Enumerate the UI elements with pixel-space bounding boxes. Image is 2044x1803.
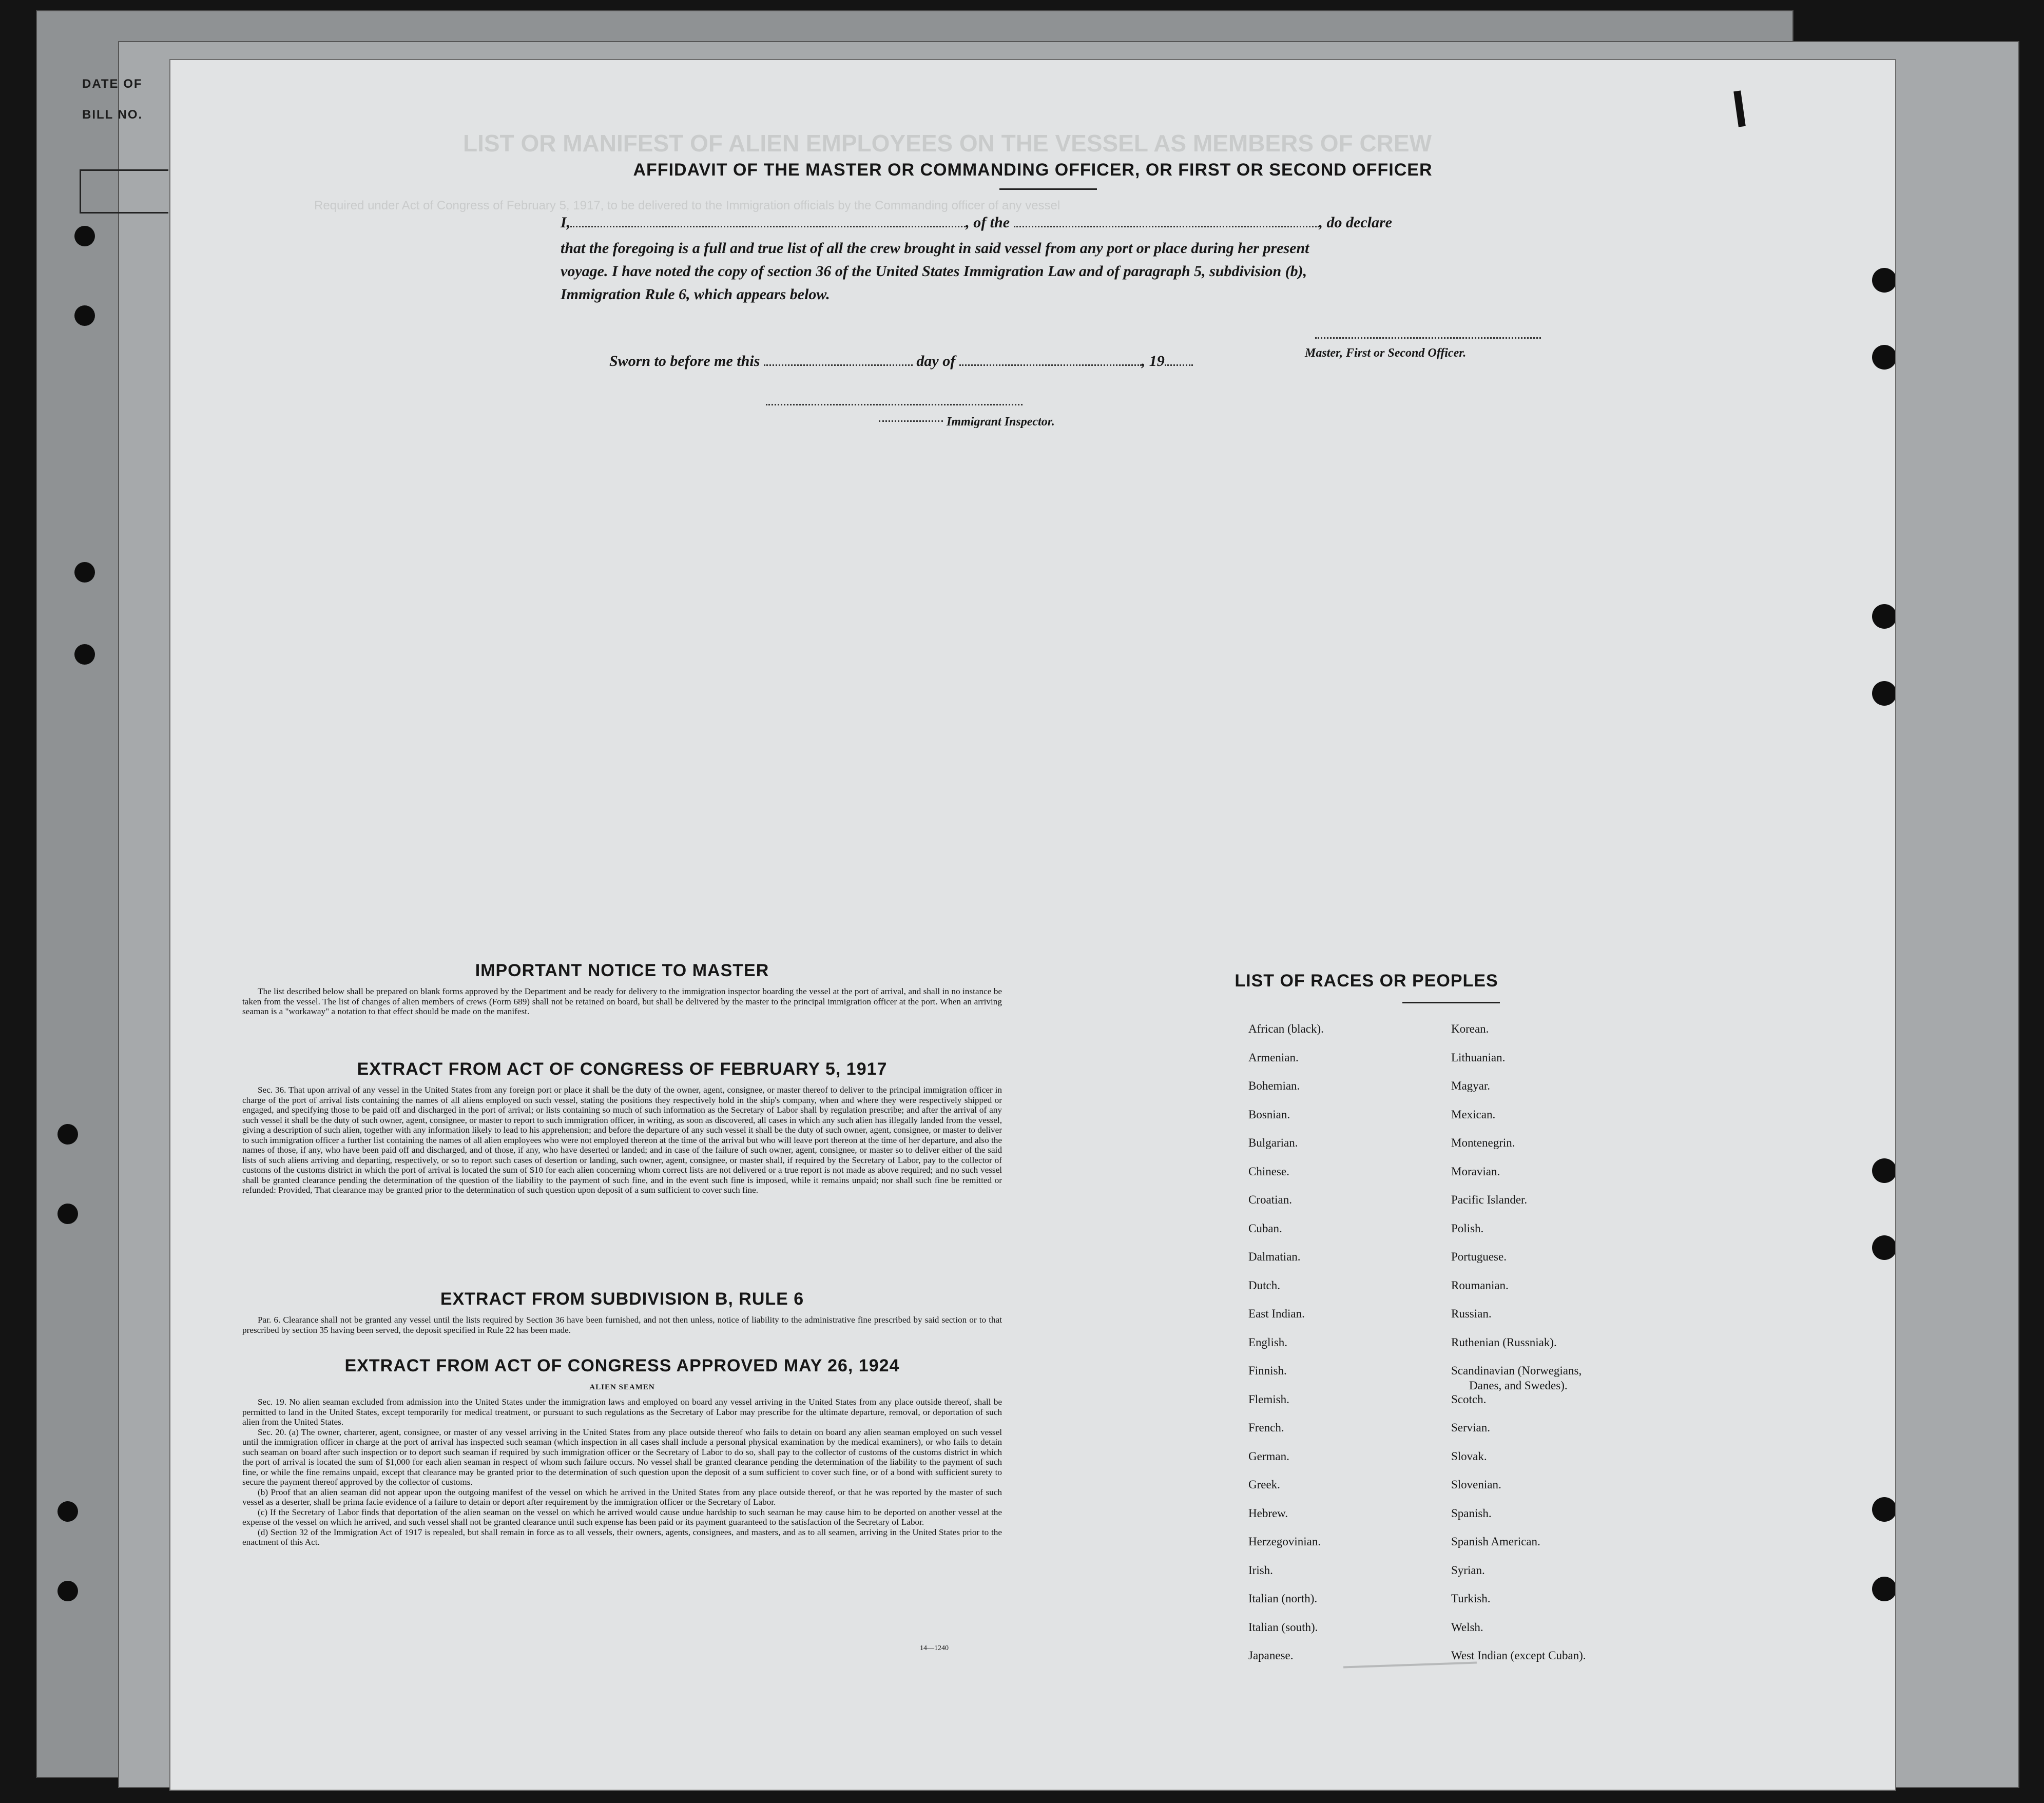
sworn-line <box>609 353 1193 370</box>
punch-hole <box>1872 681 1896 706</box>
notice-text <box>242 986 1002 1017</box>
year-blank[interactable] <box>1165 364 1193 366</box>
race-item: Herzegovinian. <box>1248 1535 1321 1548</box>
sec-20b-paragraph: (b) Proof that an alien seaman did not appear upon the outgoing manifest of the vessel on which he arrived in the United States from any place outside thereof, or that he was reported by the master of such vessel as a deserter, shall be prima facie evidence of a failure to detain or deport after requirement by the immigration officer or the Secretary of Labor. <box>242 1487 1002 1507</box>
race-item: Scotch. <box>1451 1392 1487 1406</box>
master-signature-line[interactable] <box>1315 337 1541 339</box>
races-title: LIST OF RACES OR PEOPLES <box>1235 971 1498 991</box>
race-item: French. <box>1248 1421 1284 1434</box>
affidavit-line-2: that the foregoing is a full and true list of all the crew brought in said vessel from any port or place during her present <box>561 240 1309 257</box>
race-item: Italian (north). <box>1248 1592 1318 1605</box>
race-item: Polish. <box>1451 1222 1484 1235</box>
races-column-1 <box>1248 1015 1324 1670</box>
race-item: Pacific Islander. <box>1451 1193 1528 1206</box>
punch-hole <box>57 1204 78 1224</box>
bleed-through-title: LIST OR MANIFEST OF ALIEN EMPLOYEES ON THE VESSEL AS MEMBERS OF CREW <box>463 130 1432 157</box>
margin-label-date: DATE OF <box>82 77 143 91</box>
month-blank[interactable] <box>959 364 1142 366</box>
sworn-mid: day of <box>916 353 956 370</box>
race-item: East Indian. <box>1248 1307 1305 1320</box>
margin-bracket <box>80 169 168 214</box>
sworn-start: Sworn to before me this <box>609 353 760 370</box>
punch-hole <box>1872 1497 1896 1522</box>
affidavit-line-1-start: I, <box>561 214 571 231</box>
section-36-paragraph: Sec. 36. That upon arrival of any vessel in the United States from any foreign port or place it shall be the duty of the owner, agent, consignee, or master thereof to deliver to the principal immigration officer in charge of the port of arrival lists containing the names of all aliens employed on such vessel, stating the positions they respectively hold in the ship's company, when and where they were respectively shipped or engaged, and specifying those to be paid off and discharged in the port of arrival; or lists containing so much of such information as the Secretary of Labor shall by regulation prescribe; and after the arrival of any such vessel it shall be the duty of such owner, agent, consignee, or master to report to such immigration officer, in writing, as soon as discovered, all cases in which any such alien has illegally landed from the vessel, giving a description of such alien, together with any information likely to lead to his apprehension; and before the departure of any such vessel it shall be the duty of such owner, agent, consignee, or master to deliver to such immigration officer a further list containing the names of all alien employees who were not employed thereon at the time of the arrival but who will leave port thereon at the time of her departure, and also the names of those, if any, who have been paid off and discharged, and of those, if any, who have deserted or landed; and in case of the failure of such owner, agent, consignee, or master so to deliver either of the said lists of such aliens arriving and departing, respectively, or so to report such cases of desertion or landing, such owner, agent, consignee, or master shall, if required by the Secretary of Labor, pay to the collector of customs of the customs district in which the port of arrival is located the sum of $10 for each alien concerning whom correct lists are not delivered or a true report is not made as above required; and no such vessel shall be granted clearance pending the determination of the question of the liability to the payment of such fine, and in the event such fine is imposed, while it remains unpaid; nor shall such fine be remitted or refunded: Provided, That clearance may be granted prior to the determination of such question upon deposit of a sum sufficient to cover such fine. <box>242 1085 1002 1195</box>
notice-paragraph: The list described below shall be prepared on blank forms approved by the Department and be ready for delivery to the immigration inspector boarding the vessel at the port of arrival, and shall in no instance be taken from the vessel. The list of changes of alien members of crews (Form 689) shall not be retained on board, but shall be delivered by the master to the principal immigration officer at the port. When an arriving seaman is a "workaway" a notation to that effect should be made on the manifest. <box>242 986 1002 1016</box>
race-item: Italian (south). <box>1248 1620 1318 1634</box>
race-item: Chinese. <box>1248 1165 1289 1178</box>
race-item: Magyar. <box>1451 1079 1491 1092</box>
form-number: 14—1240 <box>920 1644 949 1652</box>
race-item: Mexican. <box>1451 1108 1496 1121</box>
act-1924-title: EXTRACT FROM ACT OF CONGRESS APPROVED MAY 26, 1924 <box>344 1356 900 1375</box>
race-item: English. <box>1248 1335 1288 1349</box>
race-item: Bosnian. <box>1248 1108 1290 1121</box>
rule-6-text <box>242 1315 1002 1335</box>
affidavit-line-1 <box>561 214 1392 231</box>
punch-hole <box>74 305 95 326</box>
act-1917-title: EXTRACT FROM ACT OF CONGRESS OF FEBRUARY 5, 1917 <box>357 1059 888 1079</box>
inspector-signature-line[interactable] <box>766 404 1023 405</box>
punch-hole <box>1872 1158 1896 1183</box>
notice-title: IMPORTANT NOTICE TO MASTER <box>475 961 769 980</box>
master-signature-label: Master, First or Second Officer. <box>1305 346 1467 360</box>
race-item: West Indian (except Cuban). <box>1451 1649 1586 1662</box>
inspector-signature-label: Immigrant Inspector. <box>947 415 1055 429</box>
race-item: Montenegrin. <box>1451 1136 1515 1149</box>
par-6-paragraph: Par. 6. Clearance shall not be granted any vessel until the lists required by Section 36 have been furnished, and not then unless, notice of liability to the administrative fine prescribed by said section or to that prescribed by section 35 having been served, the deposit specified in Rule 22 has been made. <box>242 1315 1002 1335</box>
manifest-back-page <box>169 59 1896 1791</box>
punch-hole <box>1872 1577 1896 1601</box>
race-item: Turkish. <box>1451 1592 1491 1605</box>
race-item: Greek. <box>1248 1478 1280 1491</box>
races-title-underline <box>1402 1002 1500 1003</box>
affidavit-line-3: voyage. I have noted the copy of section 36 of the United States Immigration Law and of paragraph 5, subdivision (b), <box>561 263 1307 280</box>
race-item: Japanese. <box>1248 1649 1294 1662</box>
rule-6-title: EXTRACT FROM SUBDIVISION B, RULE 6 <box>440 1289 804 1309</box>
sec-19-paragraph: Sec. 19. No alien seaman excluded from admission into the United States under the immigration laws and employed on board any vessel arriving in the United States from any place outside thereof, shall be permitted to land in the United States, except temporarily for medical treatment, or pursuant to such regulations as the Secretary of Labor may prescribe for the ultimate departure, removal, or deportation of such alien from the United States. <box>242 1397 1002 1427</box>
sec-20c-paragraph: (c) If the Secretary of Labor finds that deportation of the alien seaman on the vessel on which he arrived would cause undue hardship to such seaman he may cause him to be deported on another vessel at the expense of the vessel on which he arrived, and such vessel shall not be granted clearance until such expense has been paid or its payment guaranteed to the satisfaction of the Secretary of Labor. <box>242 1507 1002 1527</box>
sec-20d-paragraph: (d) Section 32 of the Immigration Act of 1917 is repealed, but shall remain in force as to all vessels, their owners, agents, consignees, and masters, and as to all seamen, arriving in the United States prior to the enactment of this Act. <box>242 1527 1002 1547</box>
race-item: African (black). <box>1248 1022 1324 1035</box>
punch-hole <box>57 1581 78 1601</box>
race-item: Spanish. <box>1451 1506 1492 1520</box>
race-item: Slovak. <box>1451 1449 1487 1463</box>
race-item: Moravian. <box>1451 1165 1500 1178</box>
race-item: Finnish. <box>1248 1364 1287 1377</box>
race-item: Hebrew. <box>1248 1506 1288 1520</box>
sworn-year: , 19 <box>1141 353 1165 370</box>
race-item: Spanish American. <box>1451 1535 1540 1548</box>
race-item: Welsh. <box>1451 1620 1483 1634</box>
punch-hole <box>74 226 95 246</box>
race-item: Croatian. <box>1248 1193 1292 1206</box>
punch-hole <box>1872 268 1896 293</box>
punch-hole <box>57 1124 78 1145</box>
race-item: Slovenian. <box>1451 1478 1501 1491</box>
margin-label-bill: BILL NO. <box>82 108 143 122</box>
race-item: Cuban. <box>1248 1222 1282 1235</box>
alien-seamen-subtitle: ALIEN SEAMEN <box>589 1383 655 1391</box>
day-blank[interactable] <box>764 364 913 366</box>
affidavit-line-1-mid: , of the <box>966 214 1010 231</box>
name-blank[interactable] <box>570 226 966 227</box>
race-item: Roumanian. <box>1451 1278 1509 1292</box>
races-continuation: Danes, and Swedes). <box>1469 1379 1568 1392</box>
affidavit-line-4: Immigration Rule 6, which appears below. <box>561 286 830 303</box>
punch-hole <box>1872 1235 1896 1260</box>
punch-hole <box>57 1501 78 1522</box>
inspector-dash <box>879 420 943 422</box>
ink-mark <box>1733 90 1746 127</box>
race-item: German. <box>1248 1449 1289 1463</box>
race-item: Irish. <box>1248 1563 1273 1577</box>
race-item: Dalmatian. <box>1248 1250 1301 1263</box>
race-item: Armenian. <box>1248 1051 1299 1064</box>
act-1924-text <box>242 1397 1002 1547</box>
punch-hole <box>74 644 95 665</box>
race-item: Syrian. <box>1451 1563 1485 1577</box>
act-1917-text <box>242 1085 1002 1195</box>
sec-20a-paragraph: Sec. 20. (a) The owner, charterer, agent, consignee, or master of any vessel arriving in the United States from any place outside thereof who fails to detain on board any alien seaman employed on such vessel until the immigration officer in charge at the port of arrival has inspected such seaman (which inspection in all cases shall include a personal physical examination by the medical examiners), or who fails to detain such seaman on board after such inspection or to deport such seaman if required by such immigration officer or the Secretary of Labor to do so, shall pay to the collector of customs of the customs district in which the port of arrival is located the sum of $1,000 for each alien seaman in respect of whom such failure occurs. No vessel shall be granted clearance pending the determination of the liability to the payment of such fine, or while the fine remains unpaid, except that clearance may be granted prior to the determination of such question upon the deposit of a sum sufficient to cover such fine, or of a bond with sufficient surety to secure the payment thereof approved by the collector of customs. <box>242 1427 1002 1487</box>
race-item: Scandinavian (Norwegians, <box>1451 1364 1582 1377</box>
punch-hole <box>1872 345 1896 370</box>
race-item: Portuguese. <box>1451 1250 1507 1263</box>
race-item: Flemish. <box>1248 1392 1289 1406</box>
race-item: Lithuanian. <box>1451 1051 1506 1064</box>
affidavit-title: AFFIDAVIT OF THE MASTER OR COMMANDING OFFICER, OR FIRST OR SECOND OFFICER <box>633 160 1433 180</box>
races-column-2 <box>1451 1015 1586 1670</box>
bleed-through-subtitle: Required under Act of Congress of February 5, 1917, to be delivered to the Immigration officials by the Commanding officer of any vessel <box>314 199 1060 212</box>
affidavit-line-1-end: , do declare <box>1319 214 1392 231</box>
race-item: Korean. <box>1451 1022 1489 1035</box>
race-item: Servian. <box>1451 1421 1491 1434</box>
punch-hole <box>74 562 95 583</box>
title-underline <box>999 188 1097 190</box>
race-item: Bulgarian. <box>1248 1136 1298 1149</box>
race-item: Bohemian. <box>1248 1079 1300 1092</box>
race-item: Dutch. <box>1248 1278 1280 1292</box>
race-item: Ruthenian (Russniak). <box>1451 1335 1557 1349</box>
vessel-blank[interactable] <box>1014 226 1319 227</box>
punch-hole <box>1872 604 1896 629</box>
race-item: Russian. <box>1451 1307 1492 1320</box>
